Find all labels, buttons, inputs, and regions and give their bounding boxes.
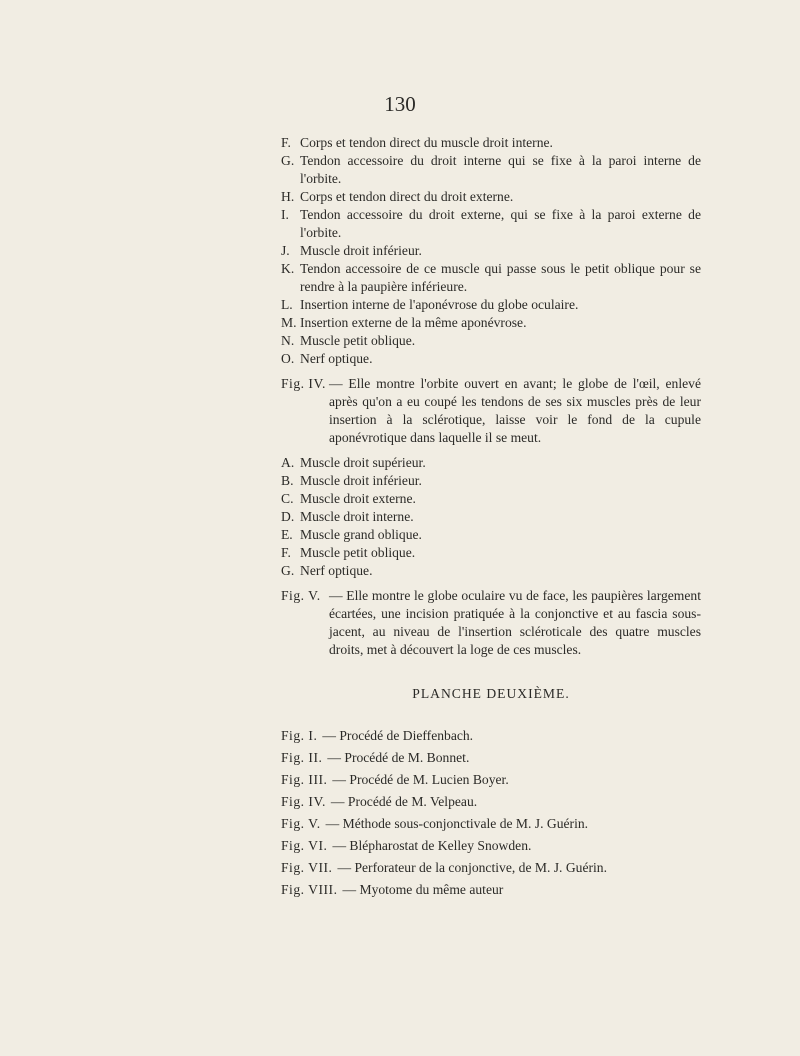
legend-text: Tendon accessoire de ce muscle qui passe sous le petit oblique pour se rendre à la paupière inférieure. (300, 261, 701, 294)
section-heading: PLANCHE DEUXIÈME. (412, 686, 570, 701)
legend-item (281, 472, 701, 490)
plate-figure-item (281, 859, 701, 877)
figure-label: Fig. III. (281, 772, 328, 787)
legend-letter: H. (281, 189, 295, 204)
legend-item (281, 206, 701, 242)
figure-label: Fig. VII. (281, 860, 333, 875)
figure-label: Fig. I. (281, 728, 318, 743)
plate-figure-list (281, 727, 701, 899)
figure-label: Fig. V. (281, 588, 321, 603)
plate-figure-item (281, 793, 701, 811)
legend-text: Tendon accessoire du droit externe, qui se fixe à la paroi externe de l'orbite. (300, 207, 701, 240)
legend-item (281, 490, 701, 508)
plate-figure-item (281, 727, 701, 745)
figure-text: — Blépharostat de Kelley Snowden. (332, 838, 532, 853)
figure-text: — Perforateur de la conjonctive, de M. J. Guérin. (337, 860, 607, 875)
legend-item (281, 296, 701, 314)
legend-item (281, 152, 701, 188)
legend-text: Muscle droit inférieur. (300, 473, 422, 488)
legend-item (281, 260, 701, 296)
legend-text: Muscle droit interne. (300, 509, 414, 524)
legend-list-2 (281, 454, 701, 580)
figure-text: — Procédé de M. Lucien Boyer. (332, 772, 509, 787)
legend-letter: G. (281, 563, 295, 578)
legend-letter: E. (281, 527, 293, 542)
plate-figure-item (281, 771, 701, 789)
legend-letter: J. (281, 243, 290, 258)
legend-letter: D. (281, 509, 295, 524)
legend-text: Insertion interne de l'aponévrose du globe oculaire. (300, 297, 579, 312)
figure-text: — Myotome du même auteur (342, 882, 504, 897)
legend-text: Nerf optique. (300, 351, 373, 366)
legend-list-1 (281, 134, 701, 368)
legend-text: Corps et tendon direct du muscle droit interne. (300, 135, 553, 150)
figure-text: — Procédé de Dieffenbach. (322, 728, 474, 743)
figure-label: Fig. IV. (281, 376, 326, 391)
legend-text: Corps et tendon direct du droit externe. (300, 189, 514, 204)
legend-item (281, 350, 701, 368)
legend-item (281, 454, 701, 472)
figure-caption-5 (281, 587, 701, 659)
legend-text: Insertion externe de la même aponévrose. (300, 315, 527, 330)
legend-item (281, 526, 701, 544)
plate-figure-item (281, 749, 701, 767)
plate-figure-item (281, 837, 701, 855)
legend-item (281, 332, 701, 350)
legend-item (281, 188, 701, 206)
figure-label: Fig. V. (281, 816, 321, 831)
legend-letter: F. (281, 135, 291, 150)
legend-letter: F. (281, 545, 291, 560)
legend-item (281, 544, 701, 562)
legend-text: Muscle droit supérieur. (300, 455, 426, 470)
legend-text: Muscle petit oblique. (300, 545, 416, 560)
figure-label: Fig. VI. (281, 838, 328, 853)
legend-body (281, 134, 701, 899)
legend-letter: L. (281, 297, 293, 312)
legend-text: Tendon accessoire du droit interne qui se fixe à la paroi interne de l'orbite. (300, 153, 701, 186)
figure-text: — Elle montre le globe oculaire vu de face, les paupières largement écartées, une incision pratiquée à la conjonctive et au fascia sous-jacent, au niveau de l'insertion scléroticale des quatre muscles droits, met à découvert la loge de ces muscles. (329, 588, 701, 657)
legend-text: Nerf optique. (300, 563, 373, 578)
figure-text: — Méthode sous-conjonctivale de M. J. Guérin. (325, 816, 589, 831)
legend-text: Muscle droit externe. (300, 491, 416, 506)
figure-label: Fig. II. (281, 750, 323, 765)
legend-letter: I. (281, 207, 289, 222)
legend-text: Muscle petit oblique. (300, 333, 416, 348)
figure-text: — Elle montre l'orbite ouvert en avant; le globe de l'œil, enlevé après qu'on a eu coupé les tendons de ses six muscles près de leur insertion à la sclérotique, laisse voir le fond de la cupule aponévrotique dans laquelle il se meut. (329, 376, 701, 445)
legend-item (281, 562, 701, 580)
figure-label: Fig. IV. (281, 794, 326, 809)
legend-text: Muscle grand oblique. (300, 527, 422, 542)
plate-figure-item (281, 881, 701, 899)
legend-letter: O. (281, 351, 295, 366)
figure-label: Fig. VIII. (281, 882, 338, 897)
page-number: 130 (384, 92, 416, 116)
legend-letter: G. (281, 153, 295, 168)
legend-item (281, 508, 701, 526)
legend-letter: A. (281, 455, 295, 470)
legend-letter: K. (281, 261, 295, 276)
legend-letter: N. (281, 333, 295, 348)
legend-letter: C. (281, 491, 294, 506)
legend-text: Muscle droit inférieur. (300, 243, 422, 258)
legend-item (281, 314, 701, 332)
legend-letter: B. (281, 473, 294, 488)
legend-item (281, 242, 701, 260)
figure-caption-4 (281, 375, 701, 447)
legend-item (281, 134, 701, 152)
figure-text: — Procédé de M. Velpeau. (330, 794, 478, 809)
plate-figure-item (281, 815, 701, 833)
figure-text: — Procédé de M. Bonnet. (327, 750, 470, 765)
legend-letter: M. (281, 315, 297, 330)
